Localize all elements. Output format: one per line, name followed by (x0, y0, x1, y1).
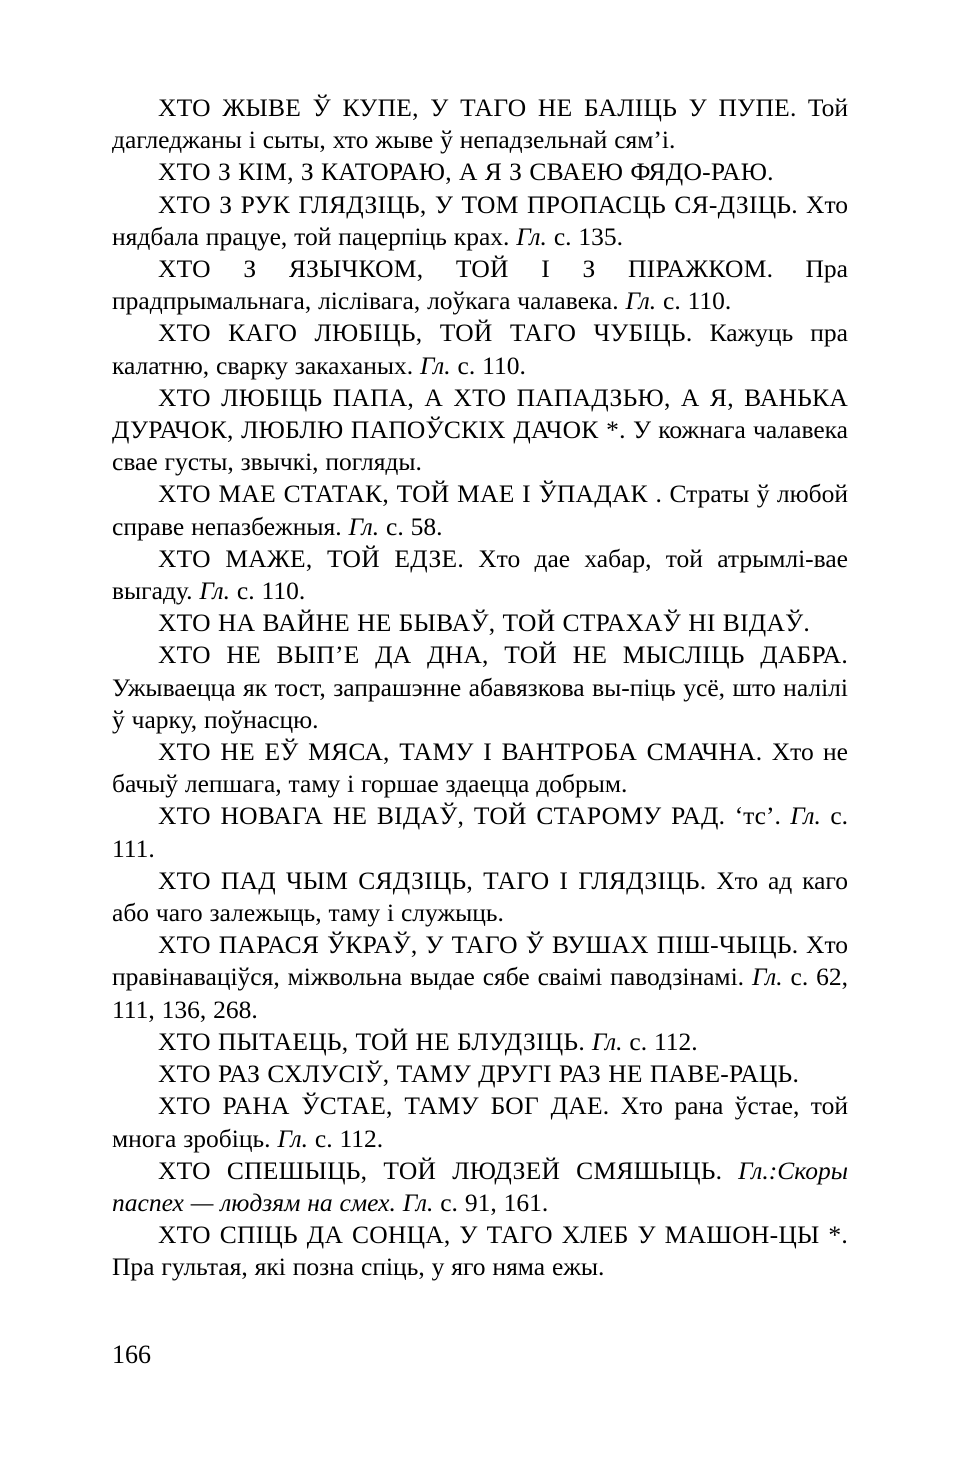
reference-pages: с. 110. (656, 286, 732, 316)
dictionary-entry (112, 1090, 848, 1154)
reference-marker: Гл. (516, 221, 547, 251)
entry-gloss: ‘тс’. (725, 801, 791, 831)
page-number: 166 (112, 1340, 151, 1369)
entry-headword: ХТО ПАРАСЯ ЎКРАЎ, У ТАГО Ў ВУШАХ ПІШ-ЧЫЦЬ. (158, 930, 799, 960)
entry-gloss: Хто правінаваціўся, міжвольна выдае сябе сваімі паводзінамі. (112, 930, 849, 992)
dictionary-entry (112, 736, 848, 800)
reference-marker: Гл. (348, 511, 380, 541)
entry-headword: ХТО РАНА ЎСТАЕ, ТАМУ БОГ ДАЕ. (158, 1091, 610, 1121)
entry-gloss: Ужываецца як тост, запрашэнне абавязкова вы-піць усё, што налілі ў чарку, поўнасцю. (112, 672, 848, 734)
entry-headword: ХТО З РУК ГЛЯДЗІЦЬ, У ТОМ ПРОПАСЦЬ СЯ-ДЗІЦЬ. (158, 189, 798, 219)
reference-pages: с. 135. (546, 221, 624, 251)
dictionary-entry (112, 929, 848, 1026)
dictionary-entry (112, 543, 848, 607)
entry-gloss: Пра гультая, які позна спіць, у яго няма ежы. (112, 1252, 605, 1282)
dictionary-entry (112, 639, 848, 736)
dictionary-entry (112, 1058, 848, 1090)
dictionary-entry (112, 92, 848, 156)
entry-headword: ХТО НА ВАЙНЕ НЕ БЫВАЎ, ТОЙ СТРАХАЎ НІ ВІДАЎ. (158, 608, 811, 638)
dictionary-entry (112, 800, 848, 864)
dictionary-entry (112, 1219, 848, 1283)
reference-marker: Гл. (277, 1123, 309, 1153)
dictionary-entry (112, 189, 848, 253)
entry-headword: ХТО МАЖЕ, ТОЙ ЕДЗЕ. (158, 543, 464, 573)
dictionary-entry (112, 607, 848, 639)
reference-marker: Гл. (420, 350, 451, 380)
entry-gloss (585, 1027, 592, 1056)
reference-marker: Гл. (790, 801, 821, 831)
dictionary-entry (112, 1155, 848, 1219)
entry-headword: ХТО ЛЮБІЦЬ ПАПА, А ХТО ПАПАДЗЬЮ, А Я, ВАНЬКА ДУРАЧОК, ЛЮБЛЮ ПАПОЎСКІХ ДАЧОК *. (112, 382, 848, 445)
dictionary-entry (112, 317, 848, 381)
reference-pages: с. 58. (379, 511, 443, 541)
entry-gloss: Хто нядбала працуе, той пацерпіць крах. (112, 189, 849, 251)
entry-headword: ХТО НЕ ВЫП’Е ДА ДНА, ТОЙ НЕ МЫСЛІЦЬ ДАБРА. (158, 640, 848, 670)
entry-gloss: Той дагледжаны і сыты, хто жыве ў непадзельнай сям’і. (112, 93, 848, 155)
entry-gloss: Кажуць пра калатню, сварку закаханых. (112, 318, 848, 380)
entry-gloss: У кожнага чалавека свае густы, звычкі, погляды. (112, 415, 848, 477)
entry-gloss: Хто рана ўстае, той многа зробіць. (112, 1091, 848, 1153)
entry-gloss (722, 1156, 738, 1185)
dictionary-entry (112, 865, 848, 929)
entry-headword: ХТО З КІМ, З КАТОРАЮ, А Я З СВАЕЮ ФЯДО-РАЮ. (158, 157, 774, 187)
entry-headword: ХТО ЖЫВЕ Ў КУПЕ, У ТАГО НЕ БАЛІЦЬ У ПУПЕ. (158, 93, 797, 122)
entry-headword: ХТО НОВАГА НЕ ВІДАЎ, ТОЙ СТАРОМУ РАД. (158, 801, 726, 831)
reference-pages: с. 91, 161. (433, 1187, 549, 1217)
reference-marker: Гл. (751, 962, 783, 992)
entry-gloss: Хто дае хабар, той атрымлі-вае выгаду. (112, 543, 848, 606)
dictionary-entry (112, 253, 848, 317)
dictionary-entry (112, 1026, 848, 1058)
reference-pages: с. 110. (450, 350, 526, 380)
entry-gloss: Пра прадпрымальнага, ліслівага, лоўкага чалавека. (112, 254, 848, 316)
entry-gloss: Страты ў любой справе непазбежныя. (112, 479, 848, 541)
entry-headword: ХТО НЕ ЕЎ МЯСА, ТАМУ І ВАНТРОБА СМАЧНА. (158, 737, 763, 767)
reference-pages: с. 110. (230, 576, 306, 606)
reference-pages: с. 111. (112, 801, 849, 863)
entry-headword: ХТО СПІЦЬ ДА СОНЦА, У ТАГО ХЛЕБ У МАШОН-ЦЫ *. (158, 1220, 848, 1250)
reference-pages: с. 112. (308, 1123, 384, 1153)
entry-headword: ХТО СПЕШЫЦЬ, ТОЙ ЛЮДЗЕЙ СМЯШЫЦЬ. (158, 1155, 723, 1185)
entry-headword: ХТО МАЕ СТАТАК, ТОЙ МАЕ І ЎПАДАК . (158, 479, 663, 509)
entry-column (112, 92, 848, 1284)
entry-headword: ХТО ПАД ЧЫМ СЯДЗІЦЬ, ТАГО І ГЛЯДЗІЦЬ. (158, 865, 707, 895)
reference-marker: Гл.: (738, 1155, 778, 1185)
reference-pages: с. 112. (622, 1026, 698, 1056)
entry-headword: ХТО РАЗ СХЛУСІЎ, ТАМУ ДРУГІ РАЗ НЕ ПАВЕ-РАЦЬ. (158, 1059, 800, 1089)
entry-gloss: Хто ад каго або чаго залежыць, таму і служыць. (112, 865, 848, 928)
reference-marker: Гл. (591, 1026, 623, 1056)
reference-marker: Гл. (625, 286, 657, 316)
reference-pages: с. 62, 111, 136, 268. (112, 962, 848, 1024)
dictionary-entry (112, 478, 848, 542)
entry-headword: ХТО ПЫТАЕЦЬ, ТОЙ НЕ БЛУДЗІЦЬ. (158, 1026, 585, 1056)
dictionary-entry (112, 382, 848, 479)
reference-marker: Гл. (199, 576, 231, 606)
dictionary-entry (112, 156, 848, 188)
entry-headword: ХТО З ЯЗЫЧКОМ, ТОЙ І З ПІРАЖКОМ. (158, 254, 774, 284)
entry-headword: ХТО КАГО ЛЮБІЦЬ, ТОЙ ТАГО ЧУБІЦЬ. (158, 318, 693, 348)
entry-gloss: Хто не бачыў лепшага, таму і горшае здаецца добрым. (112, 737, 848, 799)
cited-proverb: Скоры паспех — людзям на смех. Гл. (112, 1155, 848, 1217)
